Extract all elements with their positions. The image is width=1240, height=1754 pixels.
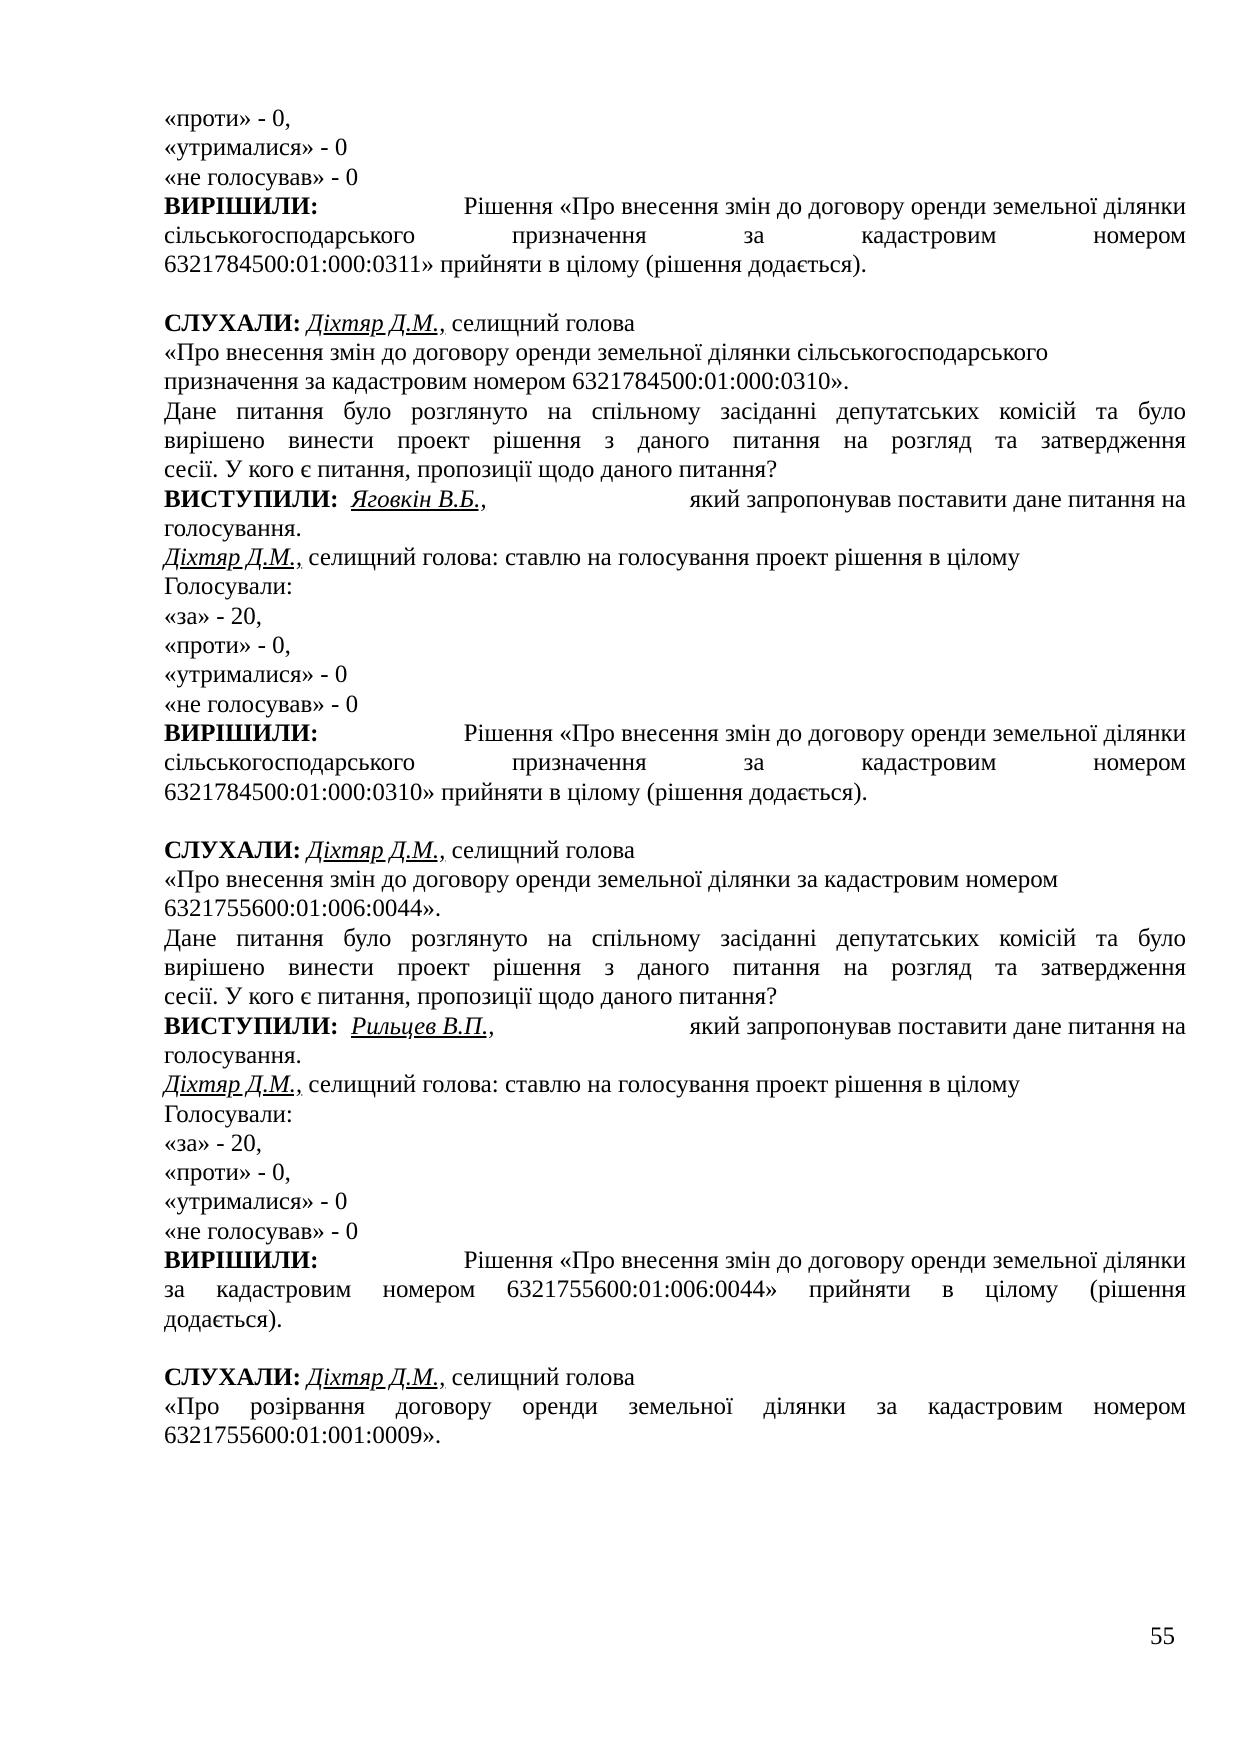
vote-abstain: «утрималися» - 0 <box>164 661 348 689</box>
agenda-item-1 <box>164 309 1186 807</box>
vote-against: «проти» - 0, <box>164 1159 291 1187</box>
decision-word: призначення <box>512 749 647 777</box>
document-body <box>164 104 1186 1451</box>
speaker-name: Діхтяр Д.М., <box>307 309 446 337</box>
decision-word: за <box>743 749 765 777</box>
item-title-line-2: призначення за кадастровим номером 6321784500:01:000:0310». <box>164 368 850 396</box>
spoke-line-2: голосування. <box>164 514 302 542</box>
decision-word: призначення <box>512 222 647 250</box>
vote-not-voted: «не голосував» - 0 <box>164 1217 359 1245</box>
proposer-name: Яговкін В.Б., <box>351 485 487 513</box>
spoke-text: який запропонував поставити дане питання на <box>689 485 1186 513</box>
heard-keyword: СЛУХАЛИ: <box>164 1363 301 1391</box>
speaker-role: селищний голова <box>445 1363 635 1391</box>
vote-for: «за» - 20, <box>164 1129 263 1157</box>
note-line-2: вирішено винести проект рішення з даного питання на розгляд та затвердження <box>164 426 1186 454</box>
decision-word: кадастровим <box>861 749 997 777</box>
vote-against: «проти» - 0, <box>164 632 291 660</box>
vote-not-voted: «не голосував» - 0 <box>164 163 359 191</box>
decision-word: за <box>743 222 765 250</box>
spacer <box>164 807 1186 836</box>
note-line-2: вирішено винести проект рішення з даного питання на розгляд та затвердження <box>164 954 1186 982</box>
page-number: 55 <box>1150 1623 1175 1650</box>
decision-word: сільськогосподарського <box>164 749 416 777</box>
spoke-line <box>164 1012 1186 1041</box>
chair-name: Діхтяр Д.М., <box>164 1071 303 1099</box>
heard-line <box>164 1363 1186 1392</box>
spoke-keyword: ВИСТУПИЛИ: <box>164 485 339 513</box>
decision-line <box>164 1246 1186 1275</box>
heard-line <box>164 309 1186 338</box>
put-to-vote-line <box>164 1070 1186 1099</box>
heard-keyword: СЛУХАЛИ: <box>164 309 301 337</box>
decision-line-2 <box>164 748 1186 777</box>
decision-word: номером <box>1093 749 1186 777</box>
decided-keyword: ВИРІШИЛИ: <box>164 719 319 747</box>
vote-abstain: «утрималися» - 0 <box>164 134 348 162</box>
note-line-1: Дане питання було розглянуто на спільному засіданні депутатських комісій та було <box>164 924 1186 952</box>
agenda-item-2 <box>164 836 1186 1334</box>
previous-item-tail <box>164 104 1186 280</box>
decision-line-3: додається). <box>164 1305 283 1333</box>
item-title-line-1: «Про внесення змін до договору оренди земельної ділянки сільськогосподарського <box>164 339 1049 367</box>
vote-abstain: «утрималися» - 0 <box>164 1188 348 1216</box>
spacer <box>164 280 1186 309</box>
proposer-name: Рильцев В.П., <box>351 1012 495 1040</box>
decision-text: Рішення «Про внесення змін до договору оренди земельної ділянки <box>463 719 1186 747</box>
decision-line-2: за кадастровим номером 6321755600:01:006:0044» прийняти в цілому (рішення <box>164 1276 1186 1304</box>
put-to-vote-line <box>164 543 1186 572</box>
decision-text: Рішення «Про внесення змін до договору оренди земельної ділянки <box>463 1246 1186 1274</box>
voted-label: Голосували: <box>164 1100 293 1128</box>
speaker-role: селищний голова <box>445 836 635 864</box>
decision-line <box>164 192 1186 221</box>
vote-not-voted: «не голосував» - 0 <box>164 690 359 718</box>
speaker-name: Діхтяр Д.М., <box>307 1363 446 1391</box>
decision-line-2 <box>164 221 1186 250</box>
decision-word: сільськогосподарського <box>164 222 416 250</box>
put-to-vote-text: селищний голова: ставлю на голосування проект рішення в цілому <box>302 544 1020 572</box>
spoke-keyword: ВИСТУПИЛИ: <box>164 1012 339 1040</box>
decided-keyword: ВИРІШИЛИ: <box>164 1246 319 1274</box>
item-title-line-2: 6321755600:01:006:0044». <box>164 895 442 923</box>
speaker-role: селищний голова <box>445 309 635 337</box>
decision-text: Рішення «Про внесення змін до договору оренди земельної ділянки <box>463 192 1186 220</box>
decision-line-3: 6321784500:01:000:0310» прийняти в цілому (рішення додається). <box>164 778 868 806</box>
decision-word: кадастровим <box>861 222 997 250</box>
put-to-vote-text: селищний голова: ставлю на голосування проект рішення в цілому <box>302 1071 1020 1099</box>
item-title-line-1: «Про внесення змін до договору оренди земельної ділянки за кадастровим номером <box>164 866 1059 894</box>
decision-line <box>164 719 1186 748</box>
decided-keyword: ВИРІШИЛИ: <box>164 192 319 220</box>
decision-word: номером <box>1093 222 1186 250</box>
speaker-name: Діхтяр Д.М., <box>307 836 446 864</box>
note-line-3: сесії. У кого є питання, пропозиції щодо даного питання? <box>164 983 778 1011</box>
spoke-text: який запропонував поставити дане питання на <box>689 1012 1186 1040</box>
heard-keyword: СЛУХАЛИ: <box>164 836 301 864</box>
chair-name: Діхтяр Д.М., <box>164 544 303 572</box>
voted-label: Голосували: <box>164 573 293 601</box>
spoke-line-2: голосування. <box>164 1041 302 1069</box>
note-line-1: Дане питання було розглянуто на спільному засіданні депутатських комісій та було <box>164 397 1186 425</box>
spoke-line <box>164 485 1186 514</box>
decision-line-3: 6321784500:01:000:0311» прийняти в цілому (рішення додається). <box>164 251 867 279</box>
heard-line <box>164 836 1186 865</box>
item-title-line-2: 6321755600:01:001:0009». <box>164 1422 442 1450</box>
vote-for: «за» - 20, <box>164 602 263 630</box>
vote-against: «проти» - 0, <box>164 105 291 132</box>
agenda-item-3 <box>164 1363 1186 1451</box>
item-title-line-1: «Про розірвання договору оренди земельної ділянки за кадастровим номером <box>164 1393 1186 1421</box>
note-line-3: сесії. У кого є питання, пропозиції щодо даного питання? <box>164 456 778 484</box>
spacer <box>164 1334 1186 1363</box>
